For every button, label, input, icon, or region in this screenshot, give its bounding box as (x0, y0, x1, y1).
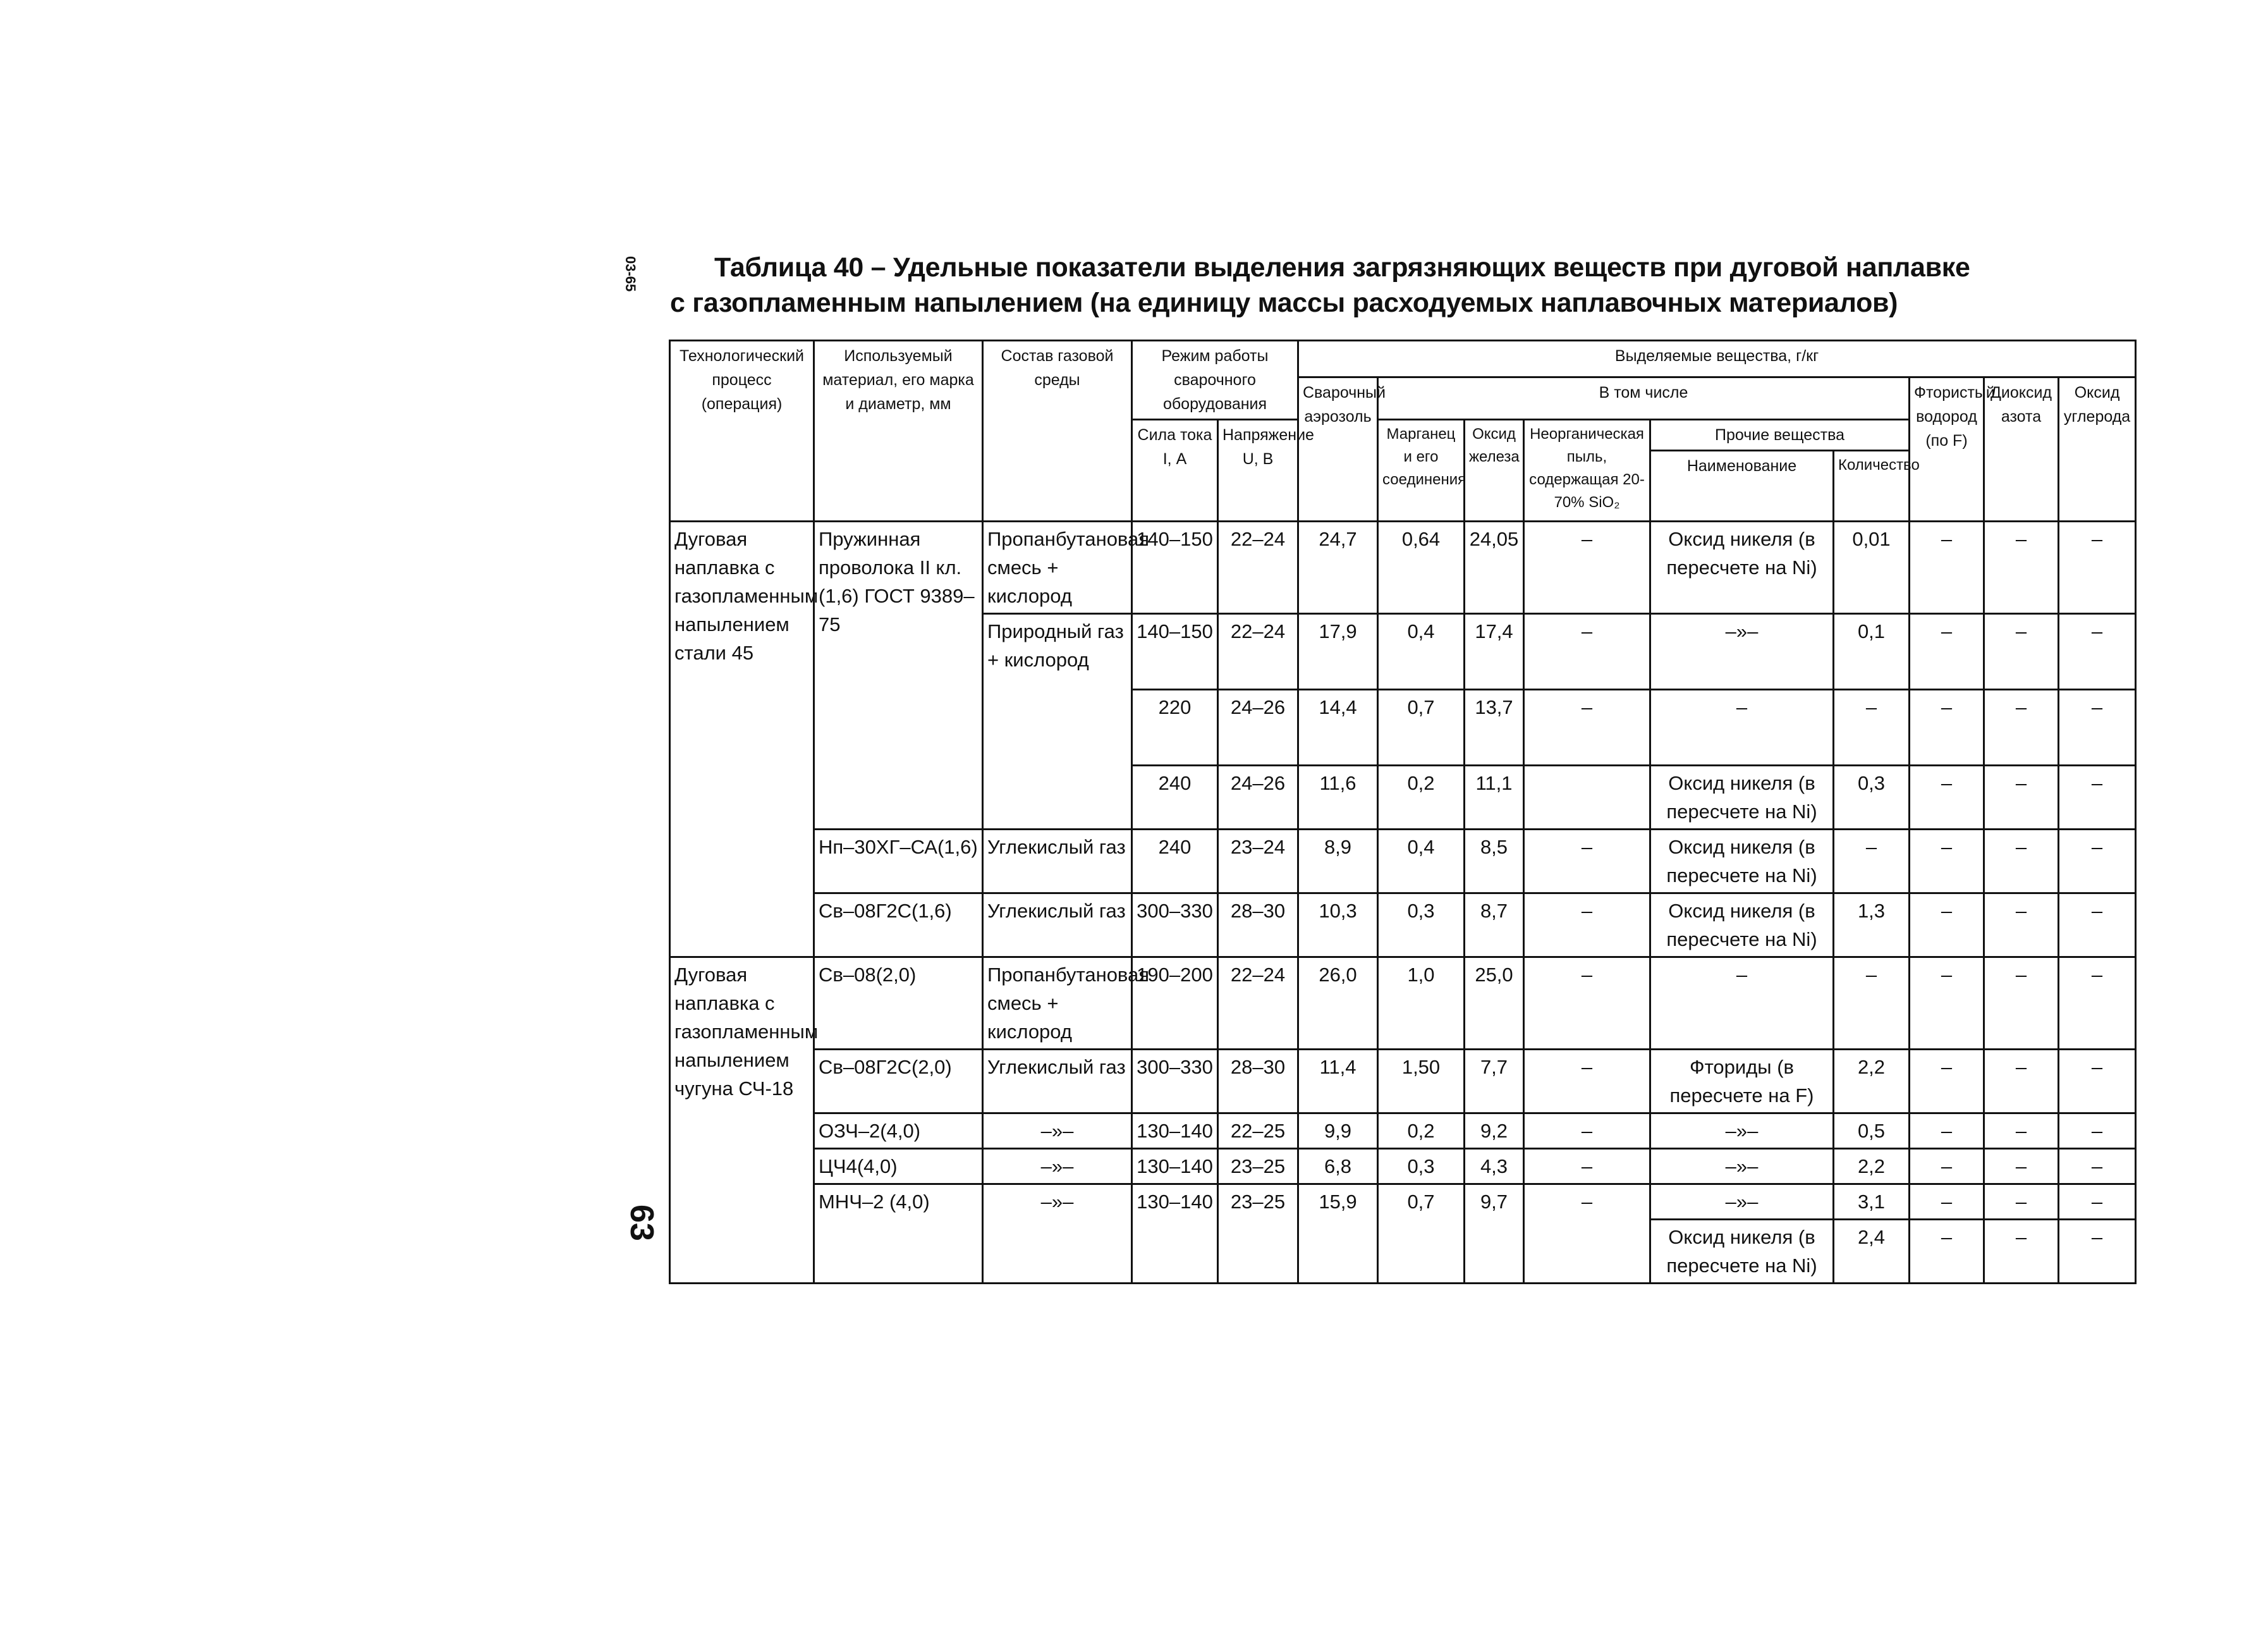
co-cell: – (2059, 1184, 2136, 1220)
aerosol-cell: 11,4 (1298, 1050, 1378, 1113)
other-name-cell: – (1650, 957, 1834, 1050)
voltage-cell: 23–25 (1218, 1149, 1298, 1184)
current-cell: 140–150 (1132, 614, 1218, 690)
co-cell: – (2059, 830, 2136, 893)
aerosol-cell: 24,7 (1298, 522, 1378, 614)
dust-cell: – (1524, 1050, 1650, 1113)
no2-cell: – (1984, 1184, 2059, 1220)
other-qty-cell: 2,2 (1834, 1050, 1910, 1113)
hf-cell: – (1910, 690, 1984, 766)
voltage-cell: 24–26 (1218, 766, 1298, 830)
header-other: Прочие вещества (1650, 420, 1910, 451)
other-qty-cell: 2,4 (1834, 1220, 1910, 1284)
gas-cell: –»– (983, 1149, 1132, 1184)
manganese-cell: 1,50 (1378, 1050, 1465, 1113)
gas-cell: –»– (983, 1113, 1132, 1149)
hf-cell: – (1910, 1184, 1984, 1220)
iron-oxide-cell: 24,05 (1465, 522, 1524, 614)
table-title (670, 250, 2143, 321)
manganese-cell: 0,7 (1378, 690, 1465, 766)
material-cell: Нп–30ХГ–СА(1,6) (814, 830, 983, 893)
emissions-table (669, 340, 2137, 1284)
header-including: В том числе (1378, 377, 1910, 420)
material-cell: Пружинная проволока II кл. (1,6) ГОСТ 9389–75 (814, 522, 983, 830)
other-qty-cell: – (1834, 690, 1910, 766)
dust-cell: – (1524, 957, 1650, 1050)
page-number: 63 (623, 1205, 660, 1241)
gas-cell: Природный газ + кислород (983, 614, 1132, 830)
aerosol-cell: 6,8 (1298, 1149, 1378, 1184)
other-name-cell: –»– (1650, 1149, 1834, 1184)
aerosol-cell: 8,9 (1298, 830, 1378, 893)
manganese-cell: 0,3 (1378, 893, 1465, 957)
other-name-cell: Оксид никеля (в пересчете на Ni) (1650, 1220, 1834, 1284)
hf-cell: – (1910, 1113, 1984, 1149)
iron-oxide-cell: 7,7 (1465, 1050, 1524, 1113)
material-cell: Св–08Г2С(1,6) (814, 893, 983, 957)
table-row (670, 1149, 2136, 1184)
aerosol-cell: 11,6 (1298, 766, 1378, 830)
other-name-cell: –»– (1650, 1184, 1834, 1220)
aerosol-cell: 26,0 (1298, 957, 1378, 1050)
current-cell: 190–200 (1132, 957, 1218, 1050)
gas-cell: –»– (983, 1184, 1132, 1284)
process-cell: Дуговая наплавка с газопламенным напылением чугуна СЧ-18 (670, 957, 814, 1284)
other-name-cell: – (1650, 690, 1834, 766)
aerosol-cell: 9,9 (1298, 1113, 1378, 1149)
no2-cell: – (1984, 893, 2059, 957)
no2-cell: – (1984, 766, 2059, 830)
voltage-cell: 22–24 (1218, 614, 1298, 690)
voltage-cell: 23–24 (1218, 830, 1298, 893)
aerosol-cell: 17,9 (1298, 614, 1378, 690)
current-cell: 130–140 (1132, 1113, 1218, 1149)
table-row (670, 957, 2136, 1050)
material-cell: МНЧ–2 (4,0) (814, 1184, 983, 1284)
hf-cell: – (1910, 957, 1984, 1050)
manganese-cell: 0,4 (1378, 614, 1465, 690)
table-row (670, 893, 2136, 957)
no2-cell: – (1984, 1149, 2059, 1184)
co-cell: – (2059, 614, 2136, 690)
no2-cell: – (1984, 1050, 2059, 1113)
current-cell: 130–140 (1132, 1149, 1218, 1184)
aerosol-cell: 10,3 (1298, 893, 1378, 957)
other-name-cell: Оксид никеля (в пересчете на Ni) (1650, 830, 1834, 893)
header-dust: Неорганическая пыль, содержащая 20-70% SiO₂ (1524, 420, 1650, 522)
no2-cell: – (1984, 614, 2059, 690)
voltage-cell: 24–26 (1218, 690, 1298, 766)
co-cell: – (2059, 1149, 2136, 1184)
co-cell: – (2059, 1113, 2136, 1149)
voltage-cell: 28–30 (1218, 1050, 1298, 1113)
manganese-cell: 0,3 (1378, 1149, 1465, 1184)
current-cell: 220 (1132, 690, 1218, 766)
hf-cell: – (1910, 1149, 1984, 1184)
iron-oxide-cell: 8,7 (1465, 893, 1524, 957)
material-cell: ОЗЧ–2(4,0) (814, 1113, 983, 1149)
gas-cell: Углекислый газ (983, 830, 1132, 893)
other-qty-cell: – (1834, 830, 1910, 893)
hf-cell: – (1910, 766, 1984, 830)
voltage-cell: 22–25 (1218, 1113, 1298, 1149)
header-other-name: Наименование (1650, 451, 1834, 522)
iron-oxide-cell: 9,2 (1465, 1113, 1524, 1149)
table-title-prefix: Таблица 40 – (714, 252, 893, 283)
header-mode: Режим работы сварочного оборудования (1132, 341, 1298, 420)
gas-cell: Углекислый газ (983, 893, 1132, 957)
hf-cell: – (1910, 522, 1984, 614)
other-name-cell: –»– (1650, 1113, 1834, 1149)
iron-oxide-cell: 9,7 (1465, 1184, 1524, 1284)
co-cell: – (2059, 1050, 2136, 1113)
hf-cell: – (1910, 830, 1984, 893)
current-cell: 300–330 (1132, 893, 1218, 957)
dust-cell: – (1524, 1149, 1650, 1184)
voltage-cell: 23–25 (1218, 1184, 1298, 1284)
dust-cell: – (1524, 690, 1650, 766)
hf-cell: – (1910, 1050, 1984, 1113)
table-title-line1: Удельные показатели выделения загрязняющих веществ при дуговой наплавке (893, 252, 1970, 283)
header-no2: Диоксид азота (1984, 377, 2059, 522)
current-cell: 130–140 (1132, 1184, 1218, 1284)
header-current: Сила тока I, А (1132, 420, 1218, 522)
aerosol-cell: 14,4 (1298, 690, 1378, 766)
gas-cell: Пропанбутановая смесь + кислород (983, 957, 1132, 1050)
other-name-cell: Оксид никеля (в пересчете на Ni) (1650, 766, 1834, 830)
iron-oxide-cell: 13,7 (1465, 690, 1524, 766)
other-name-cell: Оксид никеля (в пересчете на Ni) (1650, 522, 1834, 614)
other-qty-cell: 0,1 (1834, 614, 1910, 690)
header-material: Используемый материал, его марка и диаметр, мм (814, 341, 983, 522)
co-cell: – (2059, 690, 2136, 766)
header-manganese: Марганец и его соединения (1378, 420, 1465, 522)
current-cell: 300–330 (1132, 1050, 1218, 1113)
dust-cell (1524, 766, 1650, 830)
material-cell: Св–08(2,0) (814, 957, 983, 1050)
no2-cell: – (1984, 830, 2059, 893)
co-cell: – (2059, 1220, 2136, 1284)
aerosol-cell: 15,9 (1298, 1184, 1378, 1284)
side-document-code: 03-65 (623, 256, 638, 292)
manganese-cell: 0,2 (1378, 766, 1465, 830)
other-name-cell: Оксид никеля (в пересчете на Ni) (1650, 893, 1834, 957)
current-cell: 240 (1132, 766, 1218, 830)
header-emitted: Выделяемые вещества, г/кг (1298, 341, 2136, 377)
iron-oxide-cell: 11,1 (1465, 766, 1524, 830)
dust-cell: – (1524, 830, 1650, 893)
header-gas: Состав газовой среды (983, 341, 1132, 522)
other-qty-cell: 3,1 (1834, 1184, 1910, 1220)
gas-cell: Углекислый газ (983, 1050, 1132, 1113)
header-other-qty: Количество (1834, 451, 1910, 522)
dust-cell: – (1524, 614, 1650, 690)
no2-cell: – (1984, 1220, 2059, 1284)
header-voltage: Напряжение U, В (1218, 420, 1298, 522)
voltage-cell: 28–30 (1218, 893, 1298, 957)
manganese-cell: 0,2 (1378, 1113, 1465, 1149)
material-cell: Св–08Г2С(2,0) (814, 1050, 983, 1113)
other-qty-cell: 0,5 (1834, 1113, 1910, 1149)
no2-cell: – (1984, 690, 2059, 766)
dust-cell: – (1524, 893, 1650, 957)
co-cell: – (2059, 893, 2136, 957)
manganese-cell: 0,64 (1378, 522, 1465, 614)
header-co: Оксид углерода (2059, 377, 2136, 522)
other-qty-cell: 1,3 (1834, 893, 1910, 957)
iron-oxide-cell: 8,5 (1465, 830, 1524, 893)
emissions-table-wrapper (669, 340, 2135, 1277)
iron-oxide-cell: 17,4 (1465, 614, 1524, 690)
dust-cell: – (1524, 1113, 1650, 1149)
hf-cell: – (1910, 893, 1984, 957)
no2-cell: – (1984, 1113, 2059, 1149)
process-cell: Дуговая наплавка с газопламенным напылением стали 45 (670, 522, 814, 957)
material-cell: ЦЧ4(4,0) (814, 1149, 983, 1184)
voltage-cell: 22–24 (1218, 957, 1298, 1050)
iron-oxide-cell: 25,0 (1465, 957, 1524, 1050)
co-cell: – (2059, 766, 2136, 830)
table-row (670, 1184, 2136, 1220)
other-qty-cell: 2,2 (1834, 1149, 1910, 1184)
other-qty-cell: 0,01 (1834, 522, 1910, 614)
table-row (670, 1050, 2136, 1113)
co-cell: – (2059, 957, 2136, 1050)
iron-oxide-cell: 4,3 (1465, 1149, 1524, 1184)
table-row (670, 522, 2136, 614)
gas-cell: Пропанбутановая смесь + кислород (983, 522, 1132, 614)
manganese-cell: 1,0 (1378, 957, 1465, 1050)
manganese-cell: 0,7 (1378, 1184, 1465, 1284)
dust-cell: – (1524, 522, 1650, 614)
current-cell: 140–150 (1132, 522, 1218, 614)
other-qty-cell: 0,3 (1834, 766, 1910, 830)
co-cell: – (2059, 522, 2136, 614)
manganese-cell: 0,4 (1378, 830, 1465, 893)
other-name-cell: –»– (1650, 614, 1834, 690)
table-title-line2: с газопламенным напылением (на единицу массы расходуемых наплавочных материалов) (670, 288, 1898, 318)
table-row (670, 1113, 2136, 1149)
header-hf: Фтористый водород (по F) (1910, 377, 1984, 522)
header-process: Технологический процесс (операция) (670, 341, 814, 522)
current-cell: 240 (1132, 830, 1218, 893)
no2-cell: – (1984, 957, 2059, 1050)
other-qty-cell: – (1834, 957, 1910, 1050)
header-iron-oxide: Оксид железа (1465, 420, 1524, 522)
header-aerosol: Сварочный аэрозоль (1298, 377, 1378, 522)
table-row (670, 830, 2136, 893)
dust-cell: – (1524, 1184, 1650, 1284)
voltage-cell: 22–24 (1218, 522, 1298, 614)
no2-cell: – (1984, 522, 2059, 614)
hf-cell: – (1910, 1220, 1984, 1284)
other-name-cell: Фториды (в пересчете на F) (1650, 1050, 1834, 1113)
hf-cell: – (1910, 614, 1984, 690)
